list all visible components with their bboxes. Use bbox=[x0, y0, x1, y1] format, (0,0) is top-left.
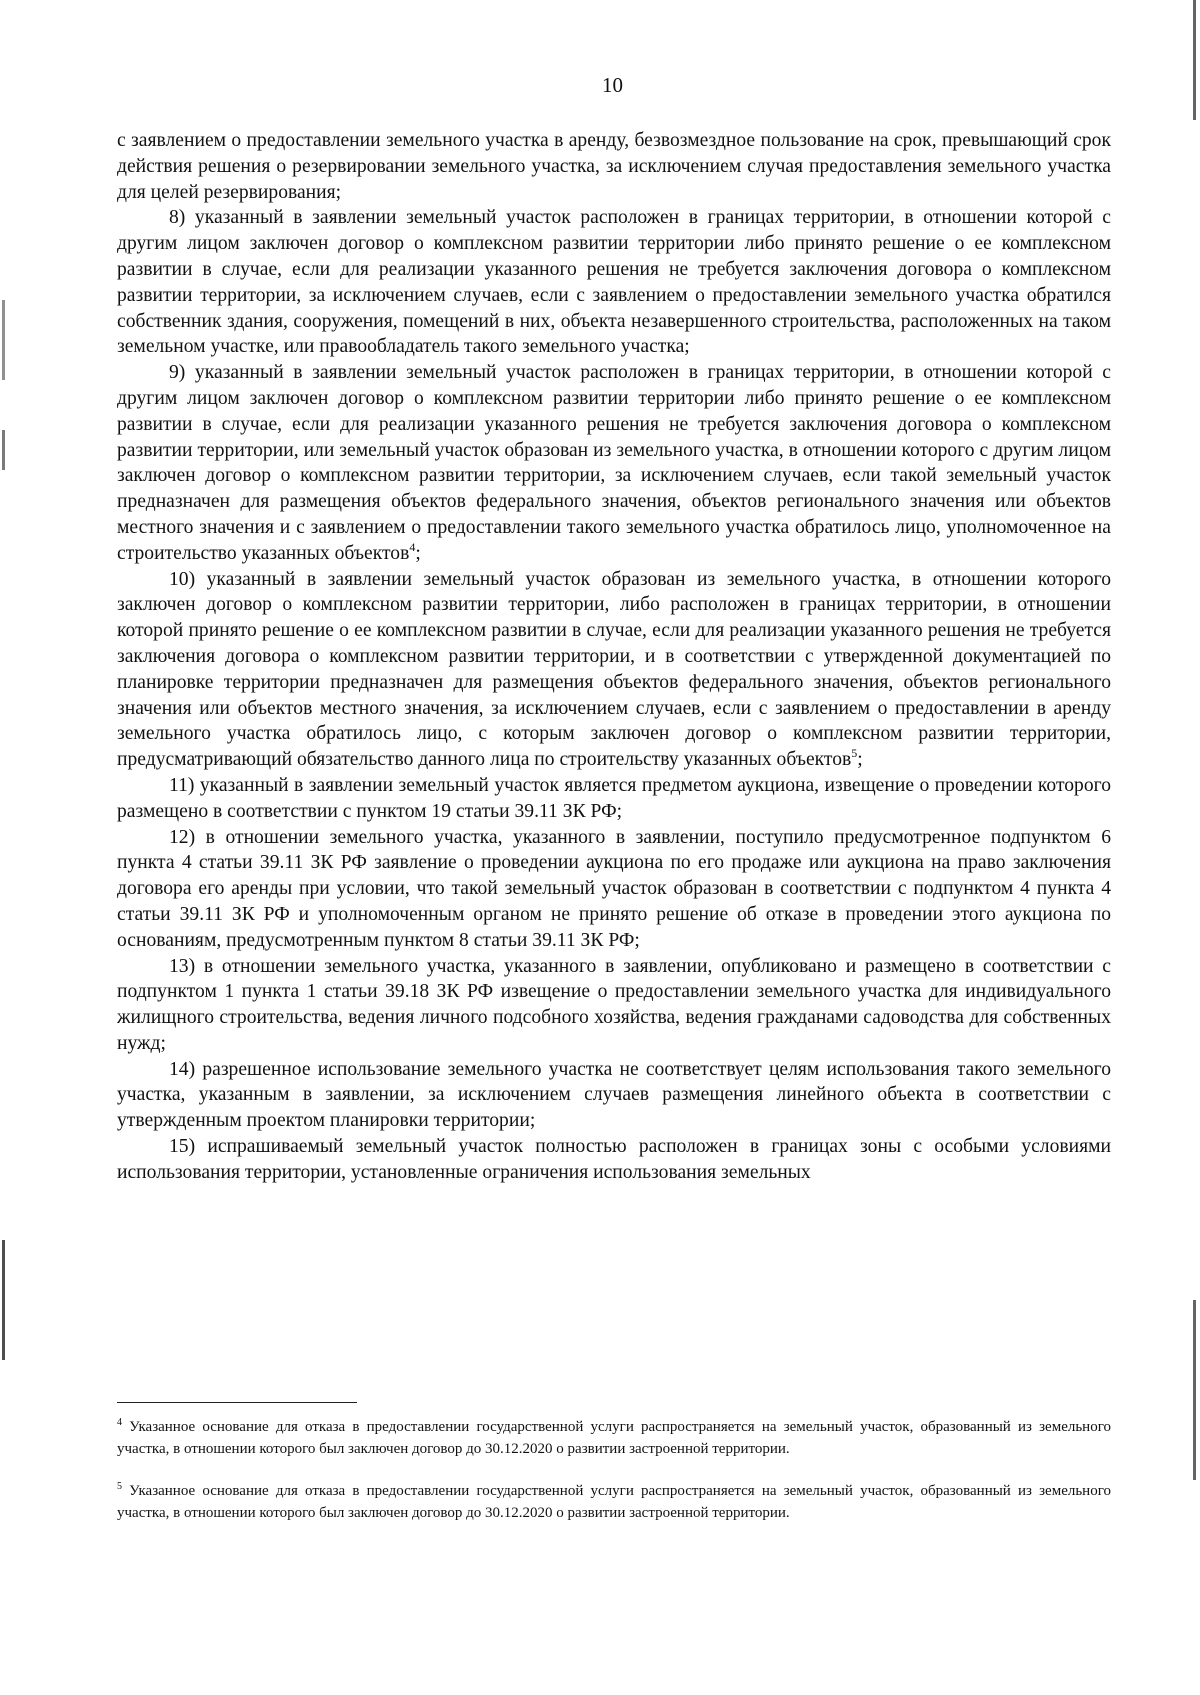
paragraph-text: 14) разрешенное использование земельного участка не соответствует целям использования такого земельного участка, указанным в заявлении, за исключением случаев размещения линейного объекта в соответствии с утвержденным проектом планировки территории; bbox=[117, 1058, 1111, 1132]
page-number: 10 bbox=[602, 73, 623, 97]
paragraph-text: 8) указанный в заявлении земельный участок расположен в границах территории, в отношении которой с другим лицом заключен договор о комплексном развитии территории либо принято решение о ее комплексном развитии в случае, если для реализации указанного решения не требуется заключения договора о комплексном развитии территории, за исключением случаев, если с заявлением о предоставлении земельного участка обратился собственник здания, сооружения, помещений в них, объекта незавершенного строительства, расположенных на таком земельном участке, или правообладатель такого земельного участка; bbox=[117, 207, 1111, 358]
paragraph-text: с заявлением о предоставлении земельного участка в аренду, безвозмездное пользование на срок, превышающий срок действия решения о резервировании земельного участка, за исключением случая предоставления земельного участка для целей резервирования; bbox=[117, 130, 1111, 203]
paragraph-item-13 bbox=[117, 954, 1111, 1057]
paragraph-text: 10) указанный в заявлении земельный участок образован из земельного участка, в отношении которого заключен договор о комплексном развитии территории, либо расположен в границах территории, в отношении которой принято решение о ее комплексном развитии в случае, если для реализации указанного решения не требуется заключения договора о комплексном развитии территории, и в соответствии с утвержденной документацией по планировке территории предназначен для размещения объектов федерального значения, объектов регионального значения или объектов местного значения, за исключением случаев, если с заявлением о предоставлении в аренду земельного участка обратилось лицо, с которым заключен договор о комплексном развитии территории, предусматривающий обязательство данного лица по строительству указанных объектов bbox=[117, 568, 1111, 771]
paragraph-item-8 bbox=[117, 205, 1111, 360]
paragraph-text: 9) указанный в заявлении земельный участок расположен в границах территории, в отношении которой с другим лицом заключен договор о комплексном развитии территории либо принято решение о ее комплексном развитии в случае, если для реализации указанного решения не требуется заключения договора о комплексном развитии территории, или земельный участок образован из земельного участка, в отношении которого с другим лицом заключен договор о комплексном развитии территории, за исключением случаев, если такой земельный участок предназначен для размещения объектов федерального значения, объектов регионального значения или объектов местного значения и с заявлением о предоставлении такого земельного участка обратилось лицо, уполномоченное на строительство указанных объектов bbox=[117, 362, 1111, 564]
footnote-mark: 5 bbox=[117, 1481, 122, 1492]
paragraph-text: 12) в отношении земельного участка, указанного в заявлении, поступило предусмотренное подпунктом 6 пункта 4 статьи 39.11 ЗК РФ заявление о проведении аукциона по его продаже или аукциона на право заключения договора его аренды при условии, что такой земельный участок образован в соответствии с подпунктом 4 пункта 4 статьи 39.11 ЗК РФ и уполномоченным органом не принято решение об отказе в проведении этого аукциона по основаниям, предусмотренным пунктом 8 статьи 39.11 ЗК РФ; bbox=[117, 826, 1111, 951]
footnote-text: Указанное основание для отказа в предоставлении государственной услуги распространяется на земельный участок, образованный из земельного участка, в отношении которого был заключен договор до 30.12.2020 о развитии застроенной территории. bbox=[117, 1419, 1111, 1457]
paragraph-item-14 bbox=[117, 1057, 1111, 1134]
footnote-4 bbox=[117, 1416, 1111, 1460]
paragraph-item-12 bbox=[117, 825, 1111, 954]
footnote-mark: 4 bbox=[117, 1417, 122, 1428]
paragraph-tail: ; bbox=[857, 749, 863, 771]
paragraph-text: 13) в отношении земельного участка, указанного в заявлении, опубликовано и размещено в соответствии с подпунктом 1 пункта 1 статьи 39.18 ЗК РФ извещение о предоставлении земельного участка для индивидуального жилищного строительства, ведения личного подсобного хозяйства, ведения гражданами садоводства для собственных нужд; bbox=[117, 955, 1111, 1054]
footnote-5 bbox=[117, 1480, 1111, 1524]
scan-edge-mark bbox=[2, 430, 5, 470]
paragraph-text: 15) испрашиваемый земельный участок полностью расположен в границах зоны с особыми условиями использования территории, установленные ограничения использования земельных bbox=[117, 1136, 1111, 1183]
paragraph-text: 11) указанный в заявлении земельный участок является предметом аукциона, извещение о проведении которого размещено в соответствии с пунктом 19 статьи 39.11 ЗК РФ; bbox=[117, 774, 1111, 822]
scan-edge-mark bbox=[2, 300, 5, 380]
scan-edge-mark bbox=[2, 1240, 5, 1360]
footnotes bbox=[117, 1416, 1111, 1524]
paragraph-item-11 bbox=[117, 773, 1111, 825]
paragraph-continuation bbox=[117, 128, 1111, 205]
paragraph-tail: ; bbox=[415, 542, 421, 564]
paragraph-item-9 bbox=[117, 360, 1111, 566]
footnote-text: Указанное основание для отказа в предоставлении государственной услуги распространяется на земельный участок, образованный из земельного участка, в отношении которого был заключен договор до 30.12.2020 о развитии застроенной территории. bbox=[117, 1483, 1111, 1521]
scan-edge-mark bbox=[1193, 0, 1196, 120]
footnote-separator bbox=[117, 1402, 357, 1403]
paragraph-item-10 bbox=[117, 567, 1111, 773]
document-body bbox=[117, 128, 1111, 1186]
footnote-ref-5[interactable]: 5 bbox=[851, 746, 858, 761]
footnote-ref-4[interactable]: 4 bbox=[409, 539, 416, 554]
scan-edge-mark bbox=[1193, 1300, 1196, 1480]
paragraph-item-15 bbox=[117, 1134, 1111, 1186]
